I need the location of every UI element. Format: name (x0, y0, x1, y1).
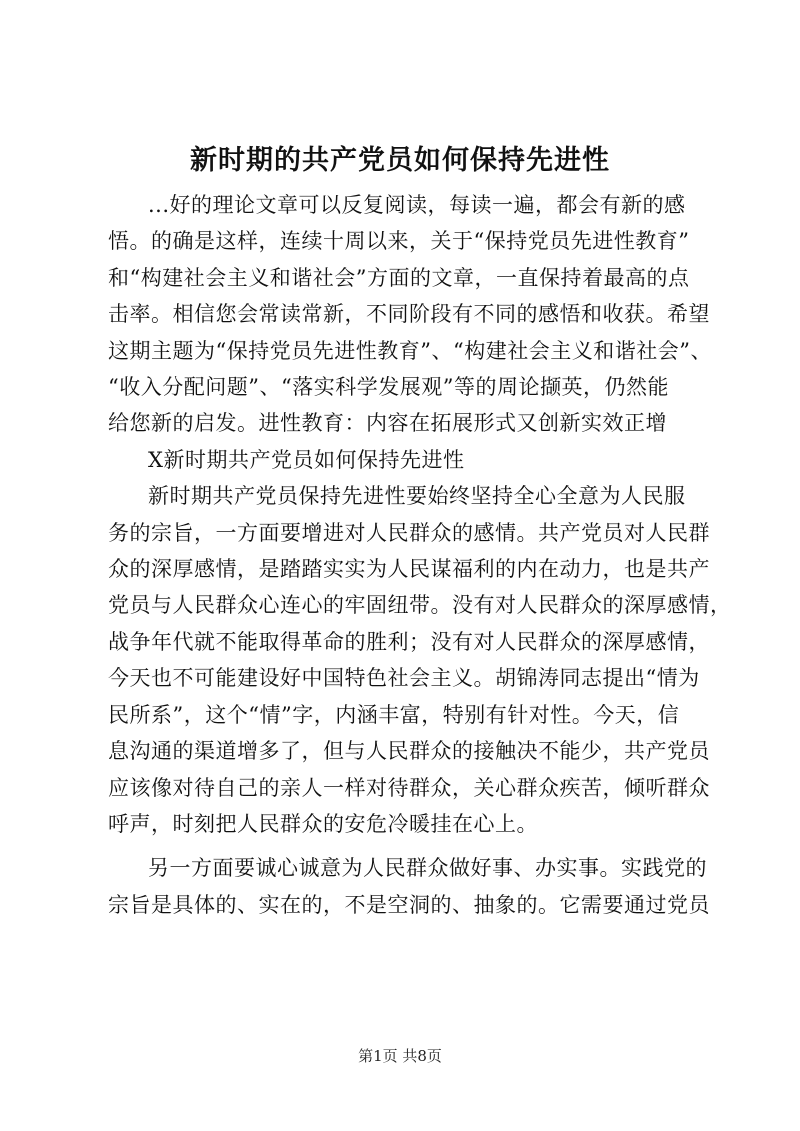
paragraph-line: 党员与人民群众心连心的牢固纽带。没有对人民群众的深厚感情， (108, 593, 732, 618)
paragraph-line: 宗旨是具体的、实在的，不是空洞的、抽象的。它需要通过党员 (108, 892, 710, 917)
paragraph-line: 给您新的启发。进性教育：内容在拓展形式又创新实效正增 (108, 411, 667, 436)
paragraph-line: 这期主题为“保持党员先进性教育”、“构建社会主义和谐社会”、 (108, 338, 712, 363)
paragraph-line: 今天也不可能建设好中国特色社会主义。胡锦涛同志提出“情为 (108, 666, 700, 691)
document-title: 新时期的共产党员如何保持先进性 (190, 145, 610, 176)
paragraph-line: 民所系”，这个“情”字，内涵丰富，特别有针对性。今天，信 (108, 702, 680, 727)
paragraph-line: 悟。的确是这样，连续十周以来，关于“保持党员先进性教育” (108, 229, 690, 254)
paragraph-line: 呼声，时刻把人民群众的安危冷暖挂在心上。 (108, 811, 538, 836)
paragraph-line: 应该像对待自己的亲人一样对待群众，关心群众疾苦，倾听群众 (108, 775, 710, 800)
document-body (108, 187, 732, 923)
paragraph-body-1 (108, 478, 732, 842)
paragraph-line: 和“构建社会主义和谐社会”方面的文章，一直保持着最高的点 (108, 265, 690, 290)
paragraph-line: “收入分配问题”、“落实科学发展观”等的周论撷英，仍然能 (108, 375, 669, 400)
paragraph-line: 息沟通的渠道增多了，但与人民群众的接触决不能少，共产党员 (108, 739, 710, 764)
paragraph-subheading (108, 442, 714, 478)
paragraph-line: 战争年代就不能取得革命的胜利；没有对人民群众的深厚感情， (108, 629, 710, 654)
paragraph-line: 众的深厚感情，是踏踏实实为人民谋福利的内在动力，也是共产 (108, 557, 710, 582)
subheading-line: X新时期共产党员如何保持先进性 (148, 447, 465, 472)
paragraph-body-2 (108, 850, 714, 923)
paragraph-line: 务的宗旨，一方面要增进对人民群众的感情。共产党员对人民群 (108, 520, 710, 545)
paragraph-line: 另一方面要诚心诚意为人民群众做好事、办实事。实践党的 (148, 856, 707, 881)
paragraph-intro (108, 187, 714, 442)
paragraph-line: 击率。相信您会常读常新，不同阶段有不同的感悟和收获。希望 (108, 302, 710, 327)
paragraph-line: 新时期共产党员保持先进性要始终坚持全心全意为人民服 (148, 484, 686, 509)
paragraph-line: ...好的理论文章可以反复阅读，每读一遍，都会有新的感 (148, 193, 686, 217)
page-number-footer: 第1页 共8页 (358, 1047, 442, 1065)
